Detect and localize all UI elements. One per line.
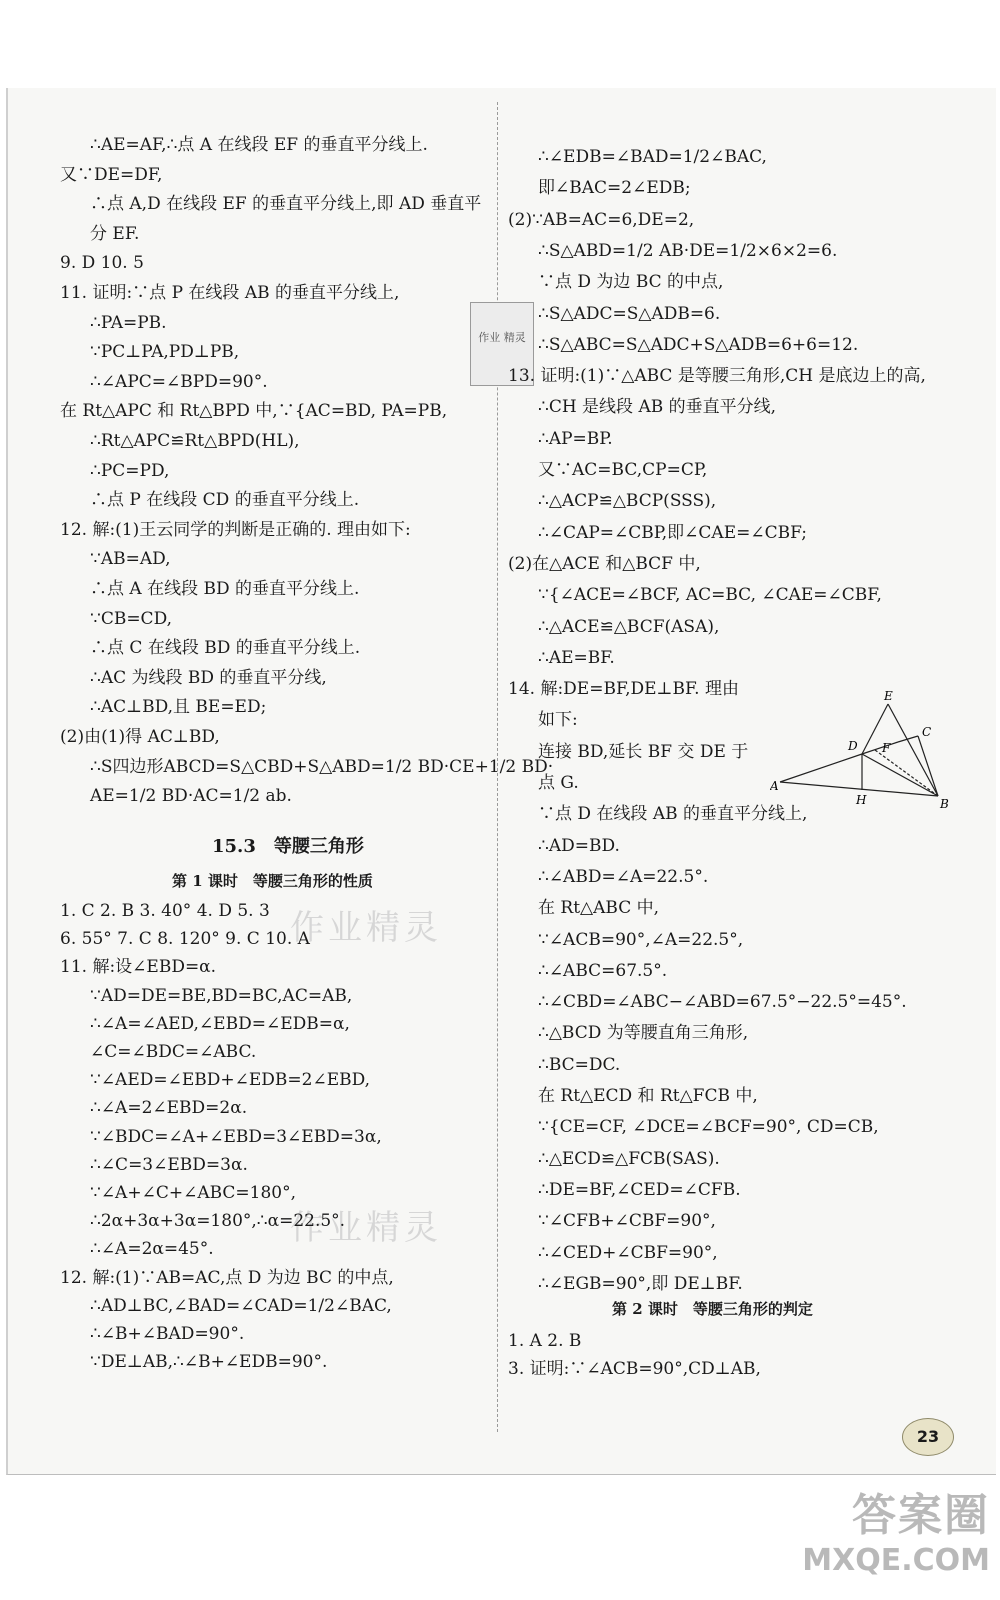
text-line: ∵AD=DE=BE,BD=BC,AC=AB, bbox=[90, 985, 353, 1006]
text-line: 3. 证明:∵∠ACB=90°,CD⊥AB, bbox=[508, 1359, 761, 1379]
text-line: 14. 解:DE=BF,DE⊥BF. 理由 bbox=[508, 679, 739, 700]
text-line: ∴△ACP≌△BCP(SSS), bbox=[538, 491, 717, 512]
text-line: 12. 解:(1)∵AB=AC,点 D 为边 BC 的中点, bbox=[60, 1267, 394, 1288]
text-line: ∴点 P 在线段 CD 的垂直平分线上. bbox=[90, 490, 360, 511]
text-line: ∴∠A=∠AED,∠EBD=∠EDB=α, bbox=[90, 1013, 350, 1034]
page-number: 23 bbox=[902, 1418, 954, 1456]
text-line: ∴S△ABD=1/2 AB·DE=1/2×6×2=6. bbox=[538, 240, 838, 261]
text-line: ∴AP=BP. bbox=[538, 428, 613, 449]
stamp: 作业 精灵 bbox=[470, 302, 534, 386]
text-line: ∴∠APC=∠BPD=90°. bbox=[90, 371, 268, 392]
label-E: E bbox=[884, 690, 893, 703]
text-line: ∴∠CED+∠CBF=90°, bbox=[538, 1242, 718, 1263]
text-line: 连接 BD,延长 BF 交 DE 于 bbox=[538, 741, 749, 762]
lesson1-title: 第 1 课时 等腰三角形的性质 bbox=[172, 872, 373, 890]
site-watermark: 答案圈 MXQE.COM bbox=[802, 1490, 990, 1578]
text-line: ∴S△ABC=S△ADC+S△ADB=6+6=12. bbox=[538, 334, 859, 355]
text-line: (2)∵AB=AC=6,DE=2, bbox=[508, 209, 695, 230]
text-line: ∠C=∠BDC=∠ABC. bbox=[90, 1042, 257, 1062]
label-F: F bbox=[882, 741, 891, 755]
text-line: ∴点 A 在线段 BD 的垂直平分线上. bbox=[90, 579, 360, 599]
text-line: ∴CH 是线段 AB 的垂直平分线, bbox=[538, 397, 777, 418]
text-line: ∵∠AED=∠EBD+∠EDB=2∠EBD, bbox=[90, 1070, 371, 1091]
text-line: ∴∠A=2α=45°. bbox=[90, 1239, 214, 1260]
text-line: AE=1/2 BD·AC=1/2 ab. bbox=[90, 786, 292, 807]
text-line: ∴AE=BF. bbox=[538, 647, 615, 668]
text-line: 6. 55° 7. C 8. 120° 9. C 10. A bbox=[60, 929, 310, 950]
text-line: (2)由(1)得 AC⊥BD, bbox=[60, 727, 220, 747]
text-line: ∴DE=BF,∠CED=∠CFB. bbox=[538, 1179, 741, 1200]
text-line: 13. 证明:(1)∵△ABC 是等腰三角形,CH 是底边上的高, bbox=[508, 366, 926, 387]
text-line: 在 Rt△ABC 中, bbox=[538, 898, 660, 919]
text-line: 1. C 2. B 3. 40° 4. D 5. 3 bbox=[60, 901, 270, 921]
text-line: ∴∠CBD=∠ABC−∠ABD=67.5°−22.5°=45°. bbox=[538, 992, 907, 1013]
text-line: ∵∠ACB=90°,∠A=22.5°, bbox=[538, 929, 744, 950]
text-line: ∴AC⊥BD,且 BE=ED; bbox=[90, 697, 267, 718]
text-line: ∴AD=BD. bbox=[538, 835, 620, 856]
text-line: 在 Rt△ECD 和 Rt△FCB 中, bbox=[538, 1086, 758, 1106]
text-line: 分 EF. bbox=[90, 223, 140, 244]
text-line: ∵PC⊥PA,PD⊥PB, bbox=[90, 342, 240, 363]
text-line: 点 G. bbox=[538, 773, 579, 793]
text-line: ∴点 A,D 在线段 EF 的垂直平分线上,即 AD 垂直平 bbox=[90, 194, 482, 215]
text-line: ∵点 D 在线段 AB 的垂直平分线上, bbox=[538, 804, 808, 825]
text-line: 在 Rt△APC 和 Rt△BPD 中,∵{AC=BD, PA=PB, bbox=[60, 401, 448, 422]
text-line: ∴点 C 在线段 BD 的垂直平分线上. bbox=[90, 638, 361, 659]
text-line: ∴AC 为线段 BD 的垂直平分线, bbox=[90, 667, 327, 688]
text-line: ∴∠EDB=∠BAD=1/2∠BAC, bbox=[538, 147, 767, 167]
text-line: ∴∠A=2∠EBD=2α. bbox=[90, 1098, 248, 1119]
faint-watermark: 作业精灵 bbox=[290, 908, 442, 948]
text-line: ∵{CE=CF, ∠DCE=∠BCF=90°, CD=CB, bbox=[538, 1117, 879, 1138]
text-line: ∴AE=AF,∴点 A 在线段 EF 的垂直平分线上. bbox=[90, 135, 428, 155]
text-line: ∴PC=PD, bbox=[90, 460, 170, 481]
text-line: 又∵AC=BC,CP=CP, bbox=[538, 460, 708, 480]
text-line: ∴△ACE≌△BCF(ASA), bbox=[538, 616, 720, 637]
text-line: ∵∠A+∠C+∠ABC=180°, bbox=[90, 1183, 297, 1203]
text-line: ∴PA=PB. bbox=[90, 312, 167, 333]
label-C: C bbox=[922, 725, 932, 739]
text-line: 如下: bbox=[538, 710, 578, 731]
text-line: ∴AD⊥BC,∠BAD=∠CAD=1/2∠BAC, bbox=[90, 1295, 392, 1316]
text-line: ∵AB=AD, bbox=[90, 549, 171, 570]
text-line: ∴∠ABD=∠A=22.5°. bbox=[538, 866, 709, 887]
text-line: ∵∠CFB+∠CBF=90°, bbox=[538, 1211, 716, 1232]
label-D: D bbox=[848, 739, 858, 753]
text-line: ∴S四边形ABCD=S△CBD+S△ABD=1/2 BD·CE+1/2 BD· bbox=[90, 756, 554, 777]
text-line: ∵{∠ACE=∠BCF, AC=BC, ∠CAE=∠CBF, bbox=[538, 585, 882, 606]
text-line: 9. D 10. 5 bbox=[60, 253, 144, 274]
text-line: ∴△BCD 为等腰直角三角形, bbox=[538, 1023, 749, 1044]
text-line: ∵CB=CD, bbox=[90, 608, 172, 629]
text-line: 即∠BAC=2∠EDB; bbox=[538, 178, 691, 199]
text-line: ∴∠CAP=∠CBP,即∠CAE=∠CBF; bbox=[538, 522, 808, 543]
text-line: ∵DE⊥AB,∴∠B+∠EDB=90°. bbox=[90, 1352, 328, 1373]
text-line: 11. 证明:∵点 P 在线段 AB 的垂直平分线上, bbox=[60, 283, 400, 303]
text-line: ∵∠BDC=∠A+∠EBD=3∠EBD=3α, bbox=[90, 1126, 382, 1147]
text-line: ∴S△ADC=S△ADB=6. bbox=[538, 303, 721, 324]
lesson2-title: 第 2 课时 等腰三角形的判定 bbox=[612, 1300, 813, 1318]
faint-watermark: 作业精灵 bbox=[290, 1208, 442, 1248]
text-line: ∴∠C=3∠EBD=3α. bbox=[90, 1154, 248, 1175]
label-A: A bbox=[770, 779, 779, 793]
text-line: 11. 解:设∠EBD=α. bbox=[60, 957, 217, 978]
text-line: ∵点 D 为边 BC 的中点, bbox=[538, 272, 724, 293]
text-line: ∴∠B+∠BAD=90°. bbox=[90, 1324, 245, 1344]
text-line: 12. 解:(1)王云同学的判断是正确的. 理由如下: bbox=[60, 519, 411, 540]
section-title: 15.3 等腰三角形 bbox=[212, 836, 364, 857]
geometry-figure bbox=[770, 690, 960, 815]
text-line: ∴Rt△APC≌Rt△BPD(HL), bbox=[90, 431, 300, 451]
text-line: (2)在△ACE 和△BCF 中, bbox=[508, 553, 701, 574]
text-line: ∴∠EGB=90°,即 DE⊥BF. bbox=[538, 1273, 743, 1294]
label-B: B bbox=[940, 797, 949, 811]
text-line: ∴2α+3α+3α=180°,∴α=22.5°. bbox=[90, 1211, 346, 1232]
text-line: ∴∠ABC=67.5°. bbox=[538, 960, 668, 981]
text-line: ∴BC=DC. bbox=[538, 1054, 621, 1075]
label-H: H bbox=[856, 793, 867, 807]
text-line: ∴△ECD≌△FCB(SAS). bbox=[538, 1148, 720, 1169]
text-line: 又∵DE=DF, bbox=[60, 164, 163, 185]
text-line: 1. A 2. B bbox=[508, 1331, 582, 1351]
